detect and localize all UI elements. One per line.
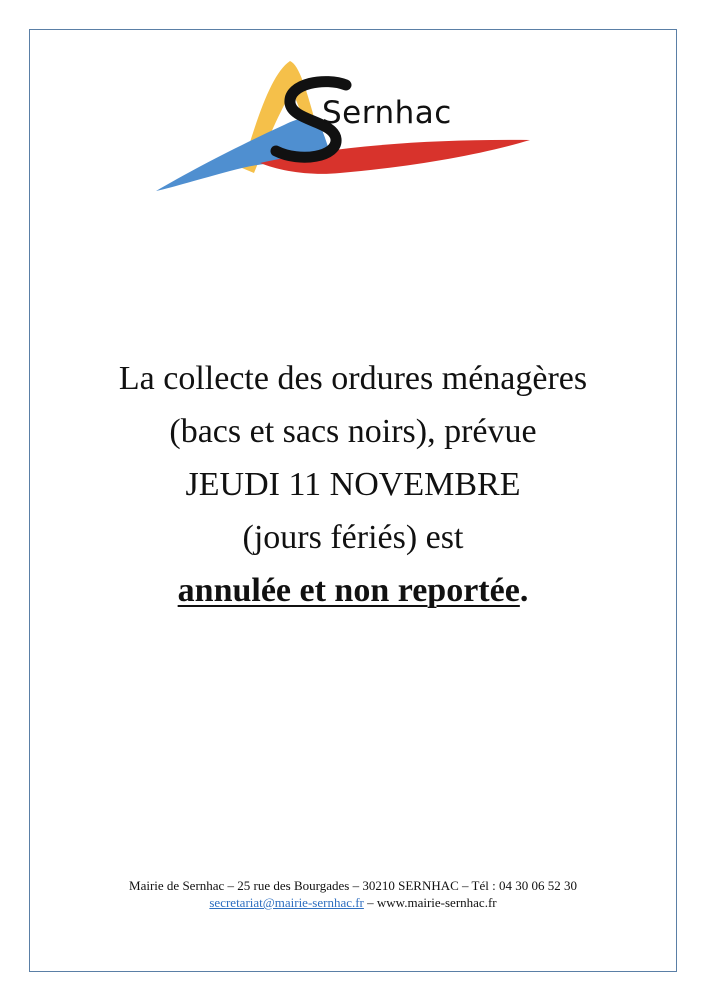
announcement	[29, 352, 677, 617]
website-text: www.mairie-sernhac.fr	[376, 895, 497, 910]
logo-wordmark: Sernhac	[322, 95, 452, 131]
footer-separator: –	[363, 895, 377, 910]
announcement-emphasis	[29, 564, 677, 617]
announcement-line-2: (bacs et sacs noirs), prévue	[169, 413, 537, 450]
footer-address: Mairie de Sernhac – 25 rue des Bourgades – 30210 SERNHAC – Tél : 04 30 06 52 30	[129, 878, 577, 893]
email-link[interactable]: secretariat@mairie-sernhac.fr	[209, 895, 364, 910]
footer-contact-row	[29, 894, 677, 911]
cancellation-period: .	[519, 572, 529, 609]
announcement-line-3: JEUDI 11 NOVEMBRE	[185, 466, 521, 503]
cancellation-text: annulée et non reportée	[177, 572, 520, 609]
announcement-line-1: La collecte des ordures ménagères	[118, 360, 588, 397]
announcement-line-4: (jours fériés) est	[242, 519, 464, 556]
footer	[29, 877, 677, 911]
